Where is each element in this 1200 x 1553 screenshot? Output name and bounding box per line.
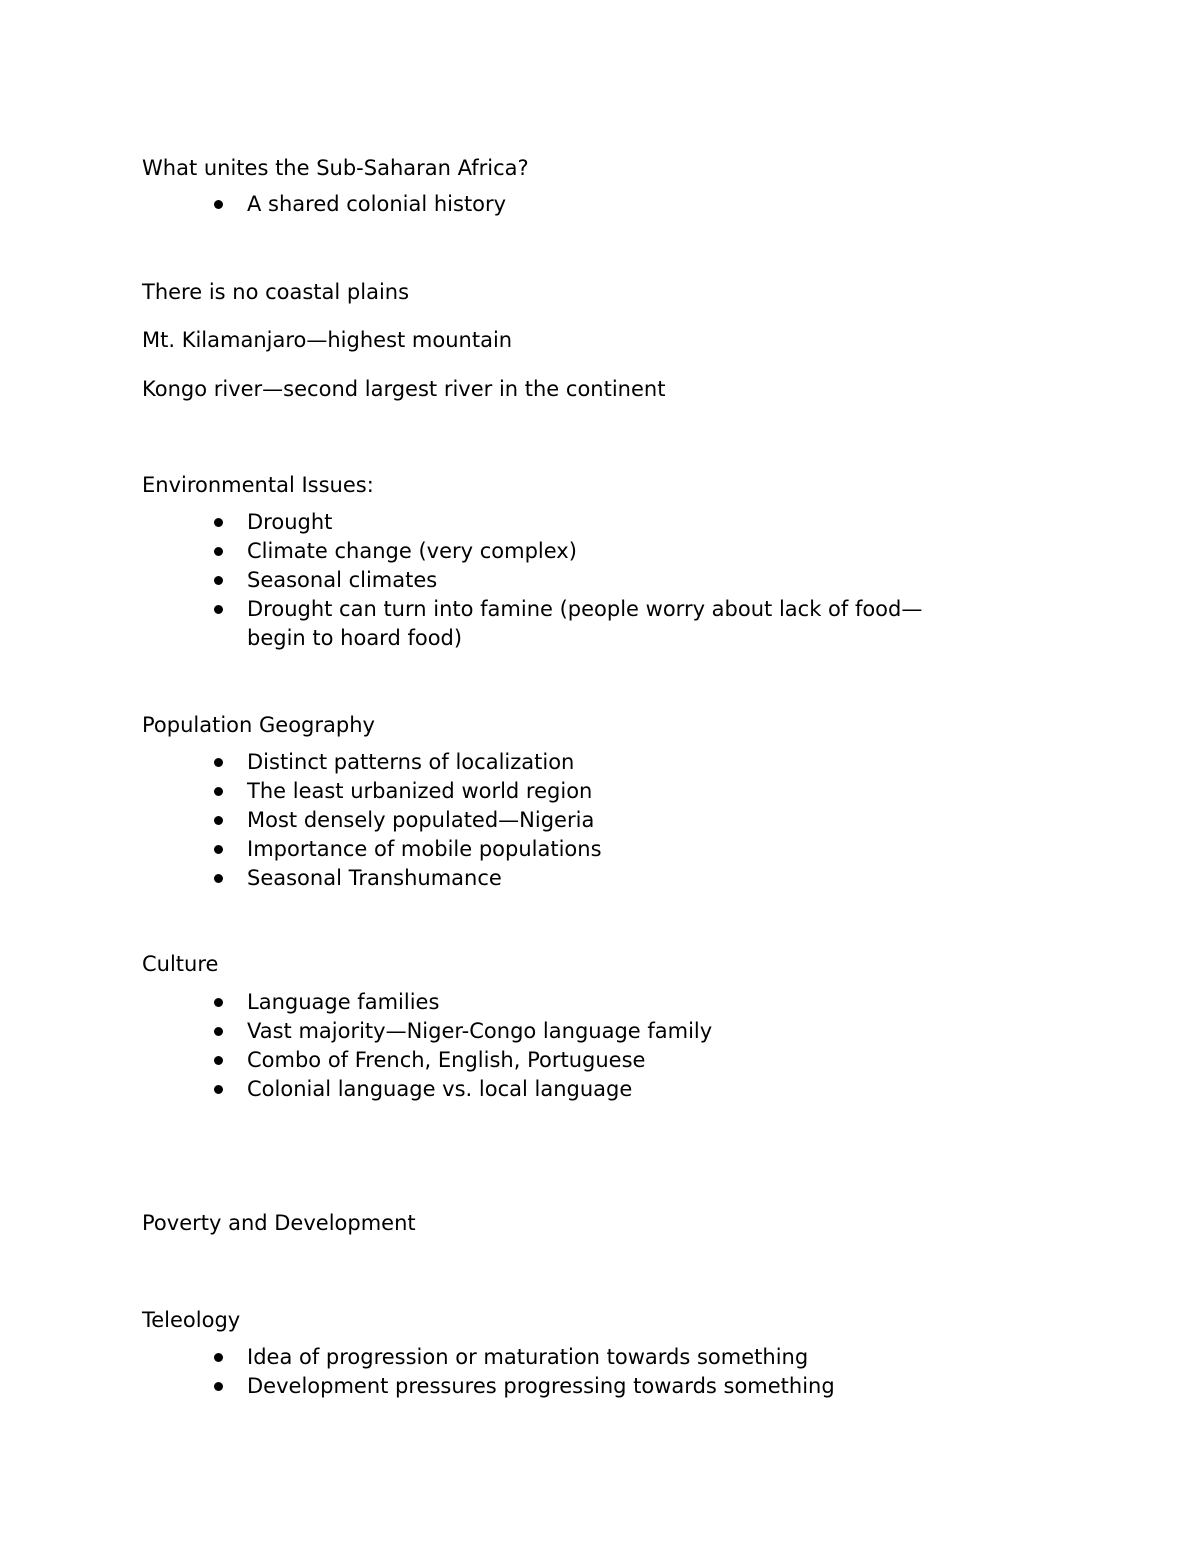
population-heading: Population Geography [142, 713, 375, 737]
list-item-text: Seasonal climates [247, 568, 438, 592]
population-bullet-list [212, 748, 952, 893]
bullet-icon [214, 200, 223, 209]
list-item [212, 777, 952, 806]
poverty-heading: Poverty and Development [142, 1211, 416, 1235]
bullet-icon [214, 1027, 223, 1036]
list-item-text: Colonial language vs. local language [247, 1077, 633, 1101]
list-item [212, 748, 952, 777]
list-item-text: The least urbanized world region [247, 779, 593, 803]
bullet-icon [214, 1382, 223, 1391]
teleology-bullet-list [212, 1343, 952, 1401]
list-item [212, 508, 952, 537]
list-item [212, 190, 952, 219]
environmental-heading: Environmental Issues: [142, 473, 374, 497]
bullet-icon [214, 576, 223, 585]
list-item [212, 1343, 952, 1372]
environmental-bullet-list [212, 508, 952, 653]
bullet-icon [214, 787, 223, 796]
culture-heading: Culture [142, 952, 219, 976]
bullet-icon [214, 845, 223, 854]
bullet-icon [214, 998, 223, 1007]
list-item-text: Most densely populated—Nigeria [247, 808, 595, 832]
list-item [212, 1046, 952, 1075]
bullet-icon [214, 1056, 223, 1065]
list-item [212, 595, 952, 653]
list-item-text: Idea of progression or maturation towards something [247, 1345, 809, 1369]
list-item-text: Importance of mobile populations [247, 837, 602, 861]
list-item-text: Development pressures progressing towards something [247, 1374, 835, 1398]
list-item [212, 1017, 952, 1046]
list-item [212, 806, 952, 835]
list-item-text: A shared colonial history [247, 192, 507, 216]
list-item [212, 1075, 952, 1104]
bullet-icon [214, 547, 223, 556]
intro-bullet-list [212, 190, 952, 219]
list-item [212, 1372, 952, 1401]
list-item-text: Drought [247, 510, 333, 534]
culture-bullet-list [212, 988, 952, 1104]
list-item-text: Climate change (very complex) [247, 539, 577, 563]
fact-line: Mt. Kilamanjaro—highest mountain [142, 328, 513, 352]
bullet-icon [214, 1085, 223, 1094]
intro-heading: What unites the Sub-Saharan Africa? [142, 156, 529, 180]
list-item [212, 537, 952, 566]
fact-line: There is no coastal plains [142, 280, 410, 304]
list-item [212, 988, 952, 1017]
bullet-icon [214, 874, 223, 883]
list-item [212, 835, 952, 864]
bullet-icon [214, 816, 223, 825]
teleology-heading: Teleology [142, 1308, 241, 1332]
list-item-text: Combo of French, English, Portuguese [247, 1048, 646, 1072]
bullet-icon [214, 605, 223, 614]
fact-line: Kongo river—second largest river in the continent [142, 377, 666, 401]
list-item [212, 864, 952, 893]
list-item-text: Drought can turn into famine (people worry about lack of food—begin to hoard food) [247, 597, 923, 650]
list-item-text: Language families [247, 990, 440, 1014]
list-item-text: Vast majority—Niger-Congo language family [247, 1019, 713, 1043]
bullet-icon [214, 518, 223, 527]
list-item-text: Distinct patterns of localization [247, 750, 575, 774]
bullet-icon [214, 758, 223, 767]
list-item-text: Seasonal Transhumance [247, 866, 502, 890]
list-item [212, 566, 952, 595]
bullet-icon [214, 1353, 223, 1362]
